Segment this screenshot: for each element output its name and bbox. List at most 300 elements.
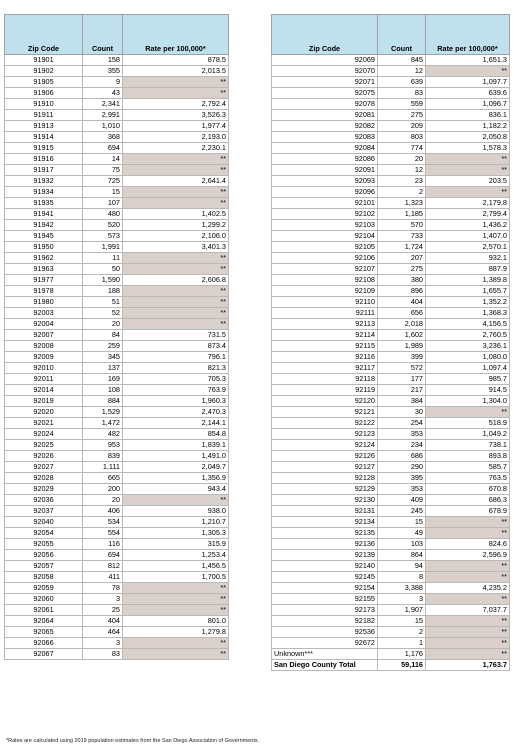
count-cell: 559	[378, 99, 426, 110]
rate-cell: 821.3	[123, 363, 229, 374]
rate-cell: 1,700.5	[123, 572, 229, 583]
rate-cell: 670.8	[426, 484, 510, 495]
zip-code-cell: 92672	[272, 638, 378, 649]
table-row	[5, 341, 229, 352]
left-table-body	[5, 55, 229, 660]
count-cell: 94	[378, 561, 426, 572]
count-cell: 217	[378, 385, 426, 396]
rate-cell: **	[426, 517, 510, 528]
header-count: Count	[378, 15, 426, 55]
count-cell: 25	[83, 605, 123, 616]
count-cell: 1,989	[378, 341, 426, 352]
rate-cell: 1,839.1	[123, 440, 229, 451]
rate-cell: 1,389.8	[426, 275, 510, 286]
zip-code-cell: 91917	[5, 165, 83, 176]
count-cell: 368	[83, 132, 123, 143]
zip-code-cell: 92140	[272, 561, 378, 572]
rate-cell: **	[426, 616, 510, 627]
count-cell: 953	[83, 440, 123, 451]
zip-code-cell: 92096	[272, 187, 378, 198]
rate-cell: **	[123, 583, 229, 594]
table-row	[5, 517, 229, 528]
rate-cell: 686.3	[426, 495, 510, 506]
zip-code-cell: 91935	[5, 198, 83, 209]
zip-code-cell: 92173	[272, 605, 378, 616]
rate-cell: 1,407.0	[426, 231, 510, 242]
rate-cell: 985.7	[426, 374, 510, 385]
zip-code-cell: 92021	[5, 418, 83, 429]
count-cell: 572	[378, 363, 426, 374]
table-row	[272, 374, 510, 385]
table-row	[5, 550, 229, 561]
total-rate: 1,763.7	[426, 660, 510, 671]
table-row	[5, 99, 229, 110]
zip-code-cell: 92056	[5, 550, 83, 561]
zip-code-cell: 92060	[5, 594, 83, 605]
table-row	[272, 440, 510, 451]
count-cell: 51	[83, 297, 123, 308]
zip-code-cell: 92071	[272, 77, 378, 88]
table-row	[272, 638, 510, 649]
zip-code-cell: 92103	[272, 220, 378, 231]
rate-cell: 1,096.7	[426, 99, 510, 110]
rate-cell: 3,236.1	[426, 341, 510, 352]
table-row	[272, 110, 510, 121]
count-cell: 15	[378, 517, 426, 528]
table-row	[272, 627, 510, 638]
rate-cell: 1,097.7	[426, 77, 510, 88]
zip-code-cell: 91911	[5, 110, 83, 121]
count-cell: 20	[83, 495, 123, 506]
rate-cell: 1,305.3	[123, 528, 229, 539]
table-row	[272, 55, 510, 66]
rate-cell: 585.7	[426, 462, 510, 473]
count-cell: 1,991	[83, 242, 123, 253]
rate-cell: 1,352.2	[426, 297, 510, 308]
count-cell: 23	[378, 176, 426, 187]
count-cell: 290	[378, 462, 426, 473]
zip-code-cell: 91932	[5, 176, 83, 187]
zip-code-cell: 92065	[5, 627, 83, 638]
table-row	[5, 209, 229, 220]
rate-cell: 2,792.4	[123, 99, 229, 110]
zip-code-cell: 91905	[5, 77, 83, 88]
count-cell: 103	[378, 539, 426, 550]
zip-code-cell: 92154	[272, 583, 378, 594]
count-cell: 1,907	[378, 605, 426, 616]
count-cell: 2,991	[83, 110, 123, 121]
zip-code-cell: 92028	[5, 473, 83, 484]
zip-code-cell: 91977	[5, 275, 83, 286]
table-row	[5, 319, 229, 330]
table-row	[272, 572, 510, 583]
zip-code-cell: 92011	[5, 374, 83, 385]
table-row	[5, 484, 229, 495]
rate-cell: 4,235.2	[426, 583, 510, 594]
rate-cell: **	[123, 165, 229, 176]
rate-cell: 1,210.7	[123, 517, 229, 528]
table-row	[5, 418, 229, 429]
table-row	[272, 594, 510, 605]
table-row	[272, 517, 510, 528]
rate-cell: 1,491.0	[123, 451, 229, 462]
table-row	[272, 286, 510, 297]
table-row	[5, 451, 229, 462]
table-row	[5, 561, 229, 572]
rate-cell: 1,304.0	[426, 396, 510, 407]
table-row	[272, 297, 510, 308]
rate-cell: **	[123, 154, 229, 165]
rate-cell: 2,470.3	[123, 407, 229, 418]
zip-code-cell: 92036	[5, 495, 83, 506]
zip-code-cell: 92117	[272, 363, 378, 374]
table-row	[272, 539, 510, 550]
zip-code-cell: 92058	[5, 572, 83, 583]
zip-code-cell: 92004	[5, 319, 83, 330]
count-cell: 50	[83, 264, 123, 275]
rate-cell: **	[426, 165, 510, 176]
zip-code-cell: 92086	[272, 154, 378, 165]
table-row	[5, 429, 229, 440]
table-row	[5, 594, 229, 605]
count-cell: 480	[83, 209, 123, 220]
count-cell: 107	[83, 198, 123, 209]
table-row	[272, 352, 510, 363]
rate-cell: **	[123, 264, 229, 275]
table-row	[272, 66, 510, 77]
table-row	[272, 495, 510, 506]
table-row	[272, 121, 510, 132]
count-cell: 15	[83, 187, 123, 198]
rate-cell: 887.9	[426, 264, 510, 275]
table-row	[5, 198, 229, 209]
table-row	[5, 66, 229, 77]
table-row	[5, 374, 229, 385]
count-cell: 896	[378, 286, 426, 297]
table-row	[5, 88, 229, 99]
total-row	[272, 660, 510, 671]
rate-cell: **	[426, 594, 510, 605]
count-cell: 78	[83, 583, 123, 594]
table-row	[272, 528, 510, 539]
table-row	[5, 385, 229, 396]
rate-cell: 4,156.5	[426, 319, 510, 330]
unknown-count: 1,176	[378, 649, 426, 660]
rate-cell: 315.9	[123, 539, 229, 550]
rate-cell: **	[426, 407, 510, 418]
table-row	[272, 231, 510, 242]
count-cell: 399	[378, 352, 426, 363]
rate-cell: **	[426, 154, 510, 165]
right-table-body	[272, 55, 510, 649]
rate-cell: 2,049.7	[123, 462, 229, 473]
count-cell: 20	[83, 319, 123, 330]
rate-cell: 763.5	[426, 473, 510, 484]
rate-cell: 801.0	[123, 616, 229, 627]
count-cell: 188	[83, 286, 123, 297]
table-row	[5, 165, 229, 176]
table-row	[272, 605, 510, 616]
count-cell: 1,724	[378, 242, 426, 253]
zip-code-cell: 91942	[5, 220, 83, 231]
zip-code-cell: 91963	[5, 264, 83, 275]
rate-cell: 678.9	[426, 506, 510, 517]
table-row	[5, 176, 229, 187]
count-cell: 30	[378, 407, 426, 418]
count-cell: 1,590	[83, 275, 123, 286]
zip-code-cell: 92136	[272, 539, 378, 550]
count-cell: 404	[83, 616, 123, 627]
table-row	[5, 110, 229, 121]
count-cell: 11	[83, 253, 123, 264]
count-cell: 75	[83, 165, 123, 176]
zip-code-cell: 92054	[5, 528, 83, 539]
table-row	[272, 429, 510, 440]
table-row	[272, 484, 510, 495]
zip-code-cell: 92104	[272, 231, 378, 242]
zip-code-cell: 91980	[5, 297, 83, 308]
zip-code-cell: 92182	[272, 616, 378, 627]
count-cell: 395	[378, 473, 426, 484]
zip-code-cell: 92126	[272, 451, 378, 462]
table-row	[5, 462, 229, 473]
rate-cell: 1,097.4	[426, 363, 510, 374]
count-cell: 200	[83, 484, 123, 495]
table-row	[5, 638, 229, 649]
count-cell: 83	[83, 649, 123, 660]
zip-code-cell: 92131	[272, 506, 378, 517]
rate-cell: 1,655.7	[426, 286, 510, 297]
table-row	[272, 88, 510, 99]
zip-code-cell: 91901	[5, 55, 83, 66]
table-row	[272, 198, 510, 209]
zip-code-cell: 92084	[272, 143, 378, 154]
zip-code-cell: 92115	[272, 341, 378, 352]
table-row	[5, 55, 229, 66]
count-cell: 665	[83, 473, 123, 484]
rate-cell: 796.1	[123, 352, 229, 363]
zip-code-cell: 92057	[5, 561, 83, 572]
rate-cell: **	[123, 605, 229, 616]
zip-code-cell: 92109	[272, 286, 378, 297]
table-row	[272, 451, 510, 462]
zip-code-cell: 91945	[5, 231, 83, 242]
rate-cell: **	[123, 297, 229, 308]
rate-cell: 2,596.9	[426, 550, 510, 561]
zip-code-cell: 92145	[272, 572, 378, 583]
count-cell: 1,323	[378, 198, 426, 209]
rate-cell: 2,106.0	[123, 231, 229, 242]
count-cell: 275	[378, 264, 426, 275]
zip-code-cell: 92110	[272, 297, 378, 308]
zip-code-cell: 92075	[272, 88, 378, 99]
zip-code-cell: 92130	[272, 495, 378, 506]
header-rate: Rate per 100,000*	[426, 15, 510, 55]
rate-cell: 824.6	[426, 539, 510, 550]
zip-code-cell: 92037	[5, 506, 83, 517]
rate-cell: 738.1	[426, 440, 510, 451]
count-cell: 116	[83, 539, 123, 550]
rate-cell: 1,456.5	[123, 561, 229, 572]
count-cell: 573	[83, 231, 123, 242]
table-row	[5, 572, 229, 583]
zip-code-cell: 92040	[5, 517, 83, 528]
unknown-label: Unknown***	[272, 649, 378, 660]
table-row	[272, 308, 510, 319]
rate-cell: 1,279.8	[123, 627, 229, 638]
total-label: San Diego County Total	[272, 660, 378, 671]
rate-cell: 854.8	[123, 429, 229, 440]
count-cell: 3	[83, 638, 123, 649]
zip-code-cell: 91916	[5, 154, 83, 165]
zip-code-cell: 92066	[5, 638, 83, 649]
table-row	[5, 627, 229, 638]
rate-cell: **	[123, 187, 229, 198]
rate-cell: 1,253.4	[123, 550, 229, 561]
rate-cell: 3,401.3	[123, 242, 229, 253]
count-cell: 158	[83, 55, 123, 66]
table-row	[5, 495, 229, 506]
zip-code-cell: 92083	[272, 132, 378, 143]
rate-cell: 3,526.3	[123, 110, 229, 121]
count-cell: 2	[378, 627, 426, 638]
rate-cell: **	[123, 88, 229, 99]
rate-cell: **	[123, 495, 229, 506]
table-row	[5, 77, 229, 88]
count-cell: 345	[83, 352, 123, 363]
count-cell: 9	[83, 77, 123, 88]
count-cell: 259	[83, 341, 123, 352]
table-row	[272, 242, 510, 253]
rate-cell: 2,144.1	[123, 418, 229, 429]
rate-cell: 7,037.7	[426, 605, 510, 616]
zip-code-cell: 92101	[272, 198, 378, 209]
zip-code-cell: 92070	[272, 66, 378, 77]
rate-cell: 2,050.8	[426, 132, 510, 143]
count-cell: 694	[83, 143, 123, 154]
count-cell: 355	[83, 66, 123, 77]
zip-code-cell: 92025	[5, 440, 83, 451]
table-row	[272, 616, 510, 627]
rate-cell: 1,651.3	[426, 55, 510, 66]
zip-code-cell: 91902	[5, 66, 83, 77]
rate-cell: **	[123, 253, 229, 264]
count-cell: 534	[83, 517, 123, 528]
zip-code-cell: 92116	[272, 352, 378, 363]
table-row	[5, 231, 229, 242]
count-cell: 406	[83, 506, 123, 517]
rate-cell: 932.1	[426, 253, 510, 264]
table-row	[5, 506, 229, 517]
rate-cell: 705.3	[123, 374, 229, 385]
zip-code-cell: 92134	[272, 517, 378, 528]
rate-cell: 1,578.3	[426, 143, 510, 154]
rate-cell: **	[123, 638, 229, 649]
rate-cell: 1,080.0	[426, 352, 510, 363]
table-row	[272, 418, 510, 429]
zip-code-cell: 92122	[272, 418, 378, 429]
count-cell: 384	[378, 396, 426, 407]
zip-code-cell: 92078	[272, 99, 378, 110]
table-row	[5, 187, 229, 198]
table-row	[5, 308, 229, 319]
table-row	[272, 220, 510, 231]
zip-code-cell: 92108	[272, 275, 378, 286]
table-header-row	[272, 15, 510, 55]
table-row	[272, 143, 510, 154]
table-row	[272, 253, 510, 264]
rate-cell: 2,230.1	[123, 143, 229, 154]
unknown-row	[272, 649, 510, 660]
zip-code-cell: 92118	[272, 374, 378, 385]
count-cell: 43	[83, 88, 123, 99]
zip-code-cell: 92124	[272, 440, 378, 451]
table-row	[272, 319, 510, 330]
table-row	[272, 209, 510, 220]
count-cell: 1,529	[83, 407, 123, 418]
count-cell: 733	[378, 231, 426, 242]
count-cell: 686	[378, 451, 426, 462]
zip-code-cell: 92029	[5, 484, 83, 495]
zip-code-cell: 92120	[272, 396, 378, 407]
zip-code-cell: 92081	[272, 110, 378, 121]
zip-code-cell: 91950	[5, 242, 83, 253]
count-cell: 1,185	[378, 209, 426, 220]
header-zip-code: Zip Code	[5, 15, 83, 55]
rate-cell: 518.9	[426, 418, 510, 429]
rate-cell: 836.1	[426, 110, 510, 121]
rate-cell: 2,641.4	[123, 176, 229, 187]
rate-cell: **	[426, 66, 510, 77]
footnote: *Rates are calculated using 2019 population estimates from the San Diego Association of Governments.	[6, 738, 260, 744]
zip-code-cell: 92102	[272, 209, 378, 220]
zip-code-cell: 91978	[5, 286, 83, 297]
table-row	[272, 561, 510, 572]
count-cell: 884	[83, 396, 123, 407]
rate-cell: **	[426, 528, 510, 539]
count-cell: 52	[83, 308, 123, 319]
count-cell: 1,010	[83, 121, 123, 132]
count-cell: 694	[83, 550, 123, 561]
zip-table-right	[271, 14, 510, 671]
rate-cell: 1,299.2	[123, 220, 229, 231]
zip-code-cell: 92055	[5, 539, 83, 550]
zip-code-cell: 91914	[5, 132, 83, 143]
rate-cell: **	[426, 561, 510, 572]
table-row	[5, 275, 229, 286]
table-row	[272, 77, 510, 88]
zip-code-cell: 91910	[5, 99, 83, 110]
rate-cell: 1,049.2	[426, 429, 510, 440]
zip-code-cell: 92119	[272, 385, 378, 396]
count-cell: 725	[83, 176, 123, 187]
total-count: 59,116	[378, 660, 426, 671]
table-row	[5, 286, 229, 297]
count-cell: 49	[378, 528, 426, 539]
rate-cell: **	[123, 286, 229, 297]
rate-cell: 878.5	[123, 55, 229, 66]
zip-code-cell: 92106	[272, 253, 378, 264]
table-row	[5, 220, 229, 231]
count-cell: 812	[83, 561, 123, 572]
count-cell: 3	[378, 594, 426, 605]
rate-cell: 2,179.8	[426, 198, 510, 209]
rate-cell: 203.5	[426, 176, 510, 187]
count-cell: 234	[378, 440, 426, 451]
count-cell: 2,341	[83, 99, 123, 110]
count-cell: 2,018	[378, 319, 426, 330]
table-row	[5, 242, 229, 253]
